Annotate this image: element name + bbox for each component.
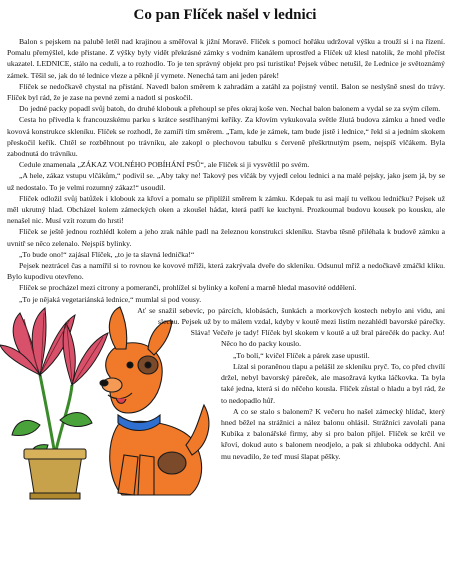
story-text xyxy=(7,36,445,505)
paragraph: Cesta ho přivedla k francouzskému parku s krátce sestřihanými keříky. Za křovím vykukovala světle žlutá budova zámku a hned vedle kovová konstrukce skleníku. Flíček se rozhodl, že zamíří tím směrem. „Tam, kde je zámek, tam bude jistě i lednice,“ řekl si a jedním skokem přeskočil keřík. Chtěl se rozběhnout po trávníku, ale zakopl o plechovou tabulku s červeně přeškrtnutým psem, nejspíš vlčákem. Byla zabodnutá do trávníku. xyxy=(7,115,445,159)
paragraph: Flíček odložil svůj batůžek i klobouk za křoví a pomalu se připlížil směrem k zámku. Kdepak tu asi mají tu velkou ledničku? Pejsek už měl ukrutný hlad. Obcházel kolem zámeckých oken a zkoušel hádat, která patří ke kuchyni. Prozkoumal budovu kousek po kousku, ale nenašel nic. Musí vzít rozum do hrsti! xyxy=(7,193,445,226)
paragraph: „A hele, zákaz vstupu vlčákům,“ podivil se. „Aby taky ne! Takový pes vlčák by vyjedl celou lednici a na malé pejsky, jako jsem já, by se už nedostalo. To je velmi rozumný zákaz!“ usoudil. xyxy=(7,171,445,192)
paragraph: „To je nějaká vegetariánská lednice,“ mumlal si pod vousy. xyxy=(19,294,202,304)
paragraph: A co se stalo s balonem? K večeru ho našel zámecký hlídač, který hned běžel na strážnici a nález balonu ohlásil. Strážníci zavolali pana Kubíka z balonářské firmy, aby si pro balon přijel. Flíček se krčil ve křoví, dokud auto s balonem neodjelo, a pak si zhluboka oddychl. Ani mu nevadilo, že teď musí šlapat pěšky. xyxy=(221,406,445,461)
paragraph: „To bude ono!“ zajásal Flíček, „to je ta slavná lednička!“ xyxy=(19,249,195,259)
illustration-svg xyxy=(0,305,215,505)
paragraph: „To bolí,“ kvičel Flíček a párek zase upustil. xyxy=(233,350,370,360)
paragraph: Balon s pejskem na palubě letěl nad krajinou a směřoval k jižní Moravě. Flíček s pomocí hořáku udržoval výšku a trouží si i na řízení. Pomalu přemýšlel, kde přistane. Z výšky byly vidět překrásné zámky s vodním kanálem uprostřed a Flíček už klesl natolik, že mohl přečíst ukazatel. LEDNICE, stálo na ceduli, a to rozhodlo. To je ten správný objekt pro psí turistiku! Pejsek vůbec netušil, že Lednice je světoznámý zámek. Těšil se, jak do té lednice vleze a pěkně jí vymete. Nenechá tam ani jeden párek! xyxy=(7,37,445,80)
paragraph: Cedule znamenala „ZÁKAZ VOLNÉHO POBÍHÁNÍ PSŮ“, ale Flíček si ji vysvětlil po svém. xyxy=(19,160,310,170)
paragraph: Flíček se nedočkavě chystal na přistání. Navedl balon směrem k zahradám a zatáhl za pojistný ventil. Balon se neslyšně snesl do trávy. Flíček byl rád, že je zase na pevné zemi a nadotl si poskočil. xyxy=(7,81,445,103)
paragraph: Do jedné packy popadl svůj batoh, do druhé klobouk a přehoupl se přes okraj koše ven. Nechal balon balonem a vydal se za svým cílem. xyxy=(19,104,441,114)
paragraph: Flíček se ještě jednou rozhlédl kolem a jeho zrak náhle padl na železnou konstrukci skleníku. Stavba těsně přiléhala k budově zámku a uvnitř se něco zelenalo. Nejspíš bylinky. xyxy=(7,227,445,248)
paragraph: Lízal si poraněnou tlapu a pelášil ze skleníku pryč. To, co před chvílí držel, nebyl bavorský páreček, ale masožravá kytka láčkovka. Ta byla také jedna, která si do něčeho kousla. Flíček zůstal o hladu a byl rád, že to nedopadlo hůř. xyxy=(221,361,445,405)
page-title: Co pan Flíček našel v lednici xyxy=(133,7,317,23)
paragraph: Pejsek neztrácel čas a namířil si to rovnou ke kovové mříži, která zakrývala dveře do skleníku. Odsunul mříž a nedočkavě zmáčkl kliku. Bylo kupodivu otevřeno. xyxy=(7,261,445,282)
paragraph: Ať se snažil sebevíc, po párcích, klobásách, šunkách a morkových kostech nebylo ani vidu, ani slechu. Pejsek už by to málem vzdal, kdyby v koutě mezi listím nezahlédl bavorské párečky. Sláva! Večeře je tady! Flíček byl skokem v koutě a už bral párečék do packy. Au! Něco ho do packy kouslo. xyxy=(137,305,445,349)
illustration-dog-and-plant xyxy=(0,305,215,505)
paragraph: Flíček se procházel mezi citrony a pomeranči, prohlížel si bylinky a koření a marně hledal masovité oddělení. xyxy=(19,283,357,293)
carnivorous-plant-illustration xyxy=(0,308,108,499)
